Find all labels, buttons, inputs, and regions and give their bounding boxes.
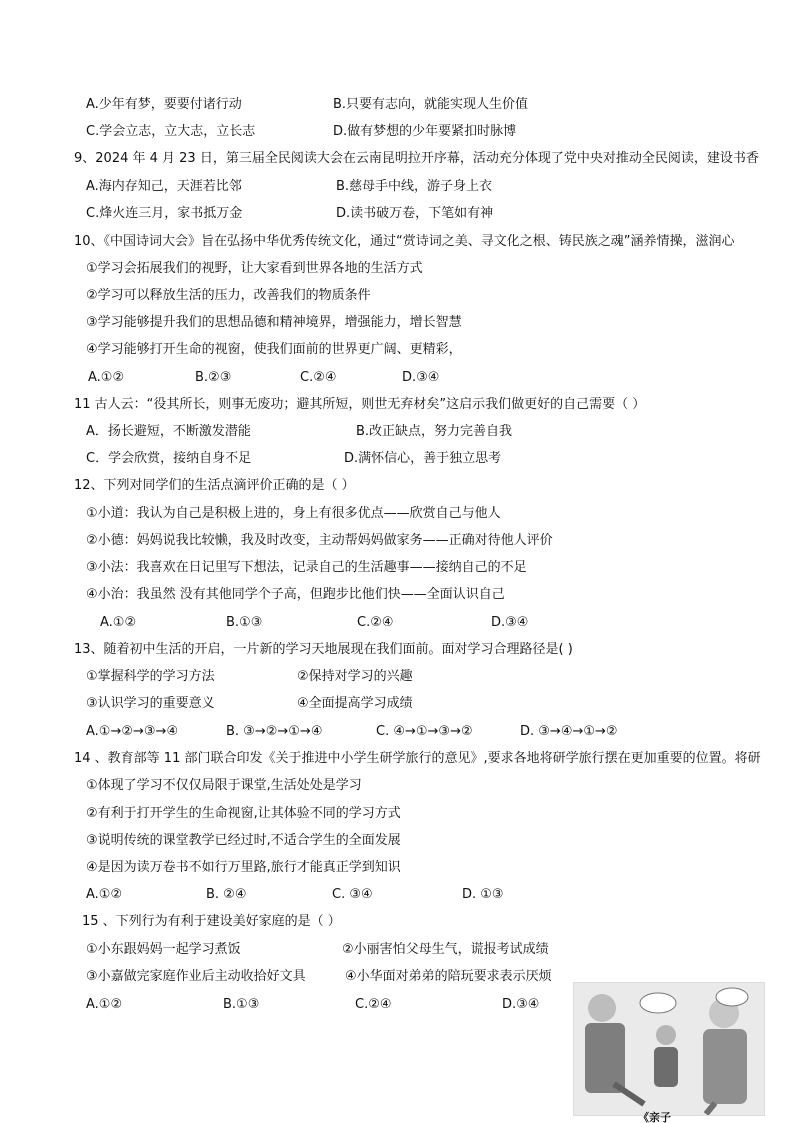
- q12-item-1: ①小道：我认为自己是积极上进的，身上有很多优点——欣赏自己与他人: [86, 506, 501, 521]
- q13-option-d[interactable]: D. ③→④→①→②: [520, 724, 618, 739]
- q13-item-1: ①掌握科学的学习方法: [86, 669, 215, 684]
- q12-item-2: ②小德：妈妈说我比较懒，我及时改变，主动帮妈妈做家务——正确对待他人评价: [86, 533, 553, 548]
- q15-option-b[interactable]: B.①③: [223, 997, 260, 1012]
- q10-stem: 10、《中国诗词大会》旨在弘扬中华优秀传统文化，通过“赏诗词之美、寻文化之根、铸民族之魂”涵养情操，滋润心: [74, 234, 735, 249]
- family-illustration-svg: [574, 983, 764, 1115]
- q11-option-a[interactable]: A．扬长避短，不断激发潜能: [86, 424, 251, 439]
- q14-item-2: ②有利于打开学生的生命视窗,让其体验不同的学习方式: [86, 806, 401, 821]
- q10-option-b[interactable]: B.②③: [195, 370, 232, 385]
- q10-option-d[interactable]: D.③④: [402, 370, 440, 385]
- q15-item-1: ①小东跟妈妈一起学习煮饭: [86, 942, 241, 957]
- illustration-caption: 《亲子: [638, 1111, 671, 1123]
- q12-option-d[interactable]: D.③④: [491, 615, 529, 630]
- q13-option-a[interactable]: A.①→②→③→④: [86, 724, 179, 739]
- q15-stem: 15 、下列行为有利于建设美好家庭的是（ ）: [82, 914, 341, 929]
- q9-stem: 9、2024 年 4 月 23 日，第三届全民阅读大会在云南昆明拉开序幕，活动充分体现了党中央对推动全民阅读，建设书香: [74, 151, 759, 166]
- dad-body-shape: [585, 1023, 625, 1093]
- child-head-shape: [656, 1025, 676, 1045]
- q11-option-d[interactable]: D.满怀信心，善于独立思考: [344, 451, 502, 466]
- q9-option-a[interactable]: A.海内存知己，天涯若比邻: [86, 179, 242, 194]
- q14-option-a[interactable]: A.①②: [86, 887, 123, 902]
- q12-option-b[interactable]: B.①③: [226, 615, 263, 630]
- q8-option-a[interactable]: A.少年有梦，要要付诸行动: [86, 97, 242, 112]
- dad-head-shape: [588, 994, 616, 1022]
- q8-option-d[interactable]: D.做有梦想的少年要紧扣时脉博: [333, 124, 517, 139]
- q11-stem: 11 古人云：“役其所长，则事无废功；避其所短，则世无弃材矣”这启示我们做更好的自己需要（ ）: [74, 397, 646, 412]
- family-illustration: [573, 982, 765, 1116]
- speech-bubble-right: [716, 988, 748, 1006]
- q11-option-b[interactable]: B.改正缺点，努力完善自我: [356, 424, 513, 439]
- q14-option-c[interactable]: C. ③④: [332, 887, 373, 902]
- q15-item-2: ②小丽害怕父母生气，谎报考试成绩: [342, 942, 549, 957]
- q14-stem: 14 、教育部等 11 部门联合印发《关于推进中小学生研学旅行的意见》,要求各地将研学旅行摆在更加重要的位置。将研: [74, 751, 761, 766]
- q14-option-d[interactable]: D. ①③: [462, 887, 504, 902]
- q12-item-4: ④小治：我虽然 没有其他同学个子高，但跑步比他们快——全面认识自己: [86, 587, 505, 602]
- q10-item-1: ①学习会拓展我们的视野，让大家看到世界各地的生活方式: [86, 261, 423, 276]
- q14-item-4: ④是因为读万卷书不如行万里路,旅行才能真正学到知识: [86, 860, 401, 875]
- q10-option-a[interactable]: A.①②: [88, 370, 125, 385]
- q13-stem: 13、随着初中生活的开启，一片新的学习天地展现在我们面前。面对学习合理路径是( ): [74, 642, 573, 657]
- q10-item-2: ②学习可以释放生活的压力，改善我们的物质条件: [86, 288, 371, 303]
- q15-option-a[interactable]: A.①②: [86, 997, 123, 1012]
- speech-bubble-left: [640, 993, 676, 1013]
- q12-stem: 12、下列对同学们的生活点滴评价正确的是（ ）: [74, 478, 355, 493]
- q13-option-b[interactable]: B. ③→②→①→④: [226, 724, 323, 739]
- q14-option-b[interactable]: B. ②④: [206, 887, 247, 902]
- q13-option-c[interactable]: C. ④→①→③→②: [376, 724, 473, 739]
- q12-option-a[interactable]: A.①②: [100, 615, 137, 630]
- q15-item-4: ④小华面对弟弟的陪玩要求表示厌烦: [345, 969, 552, 984]
- child-body-shape: [654, 1047, 678, 1087]
- q15-item-3: ③小嘉做完家庭作业后主动收拾好文具: [86, 969, 306, 984]
- q9-option-d[interactable]: D.读书破万卷，下笔如有神: [336, 206, 494, 221]
- q12-option-c[interactable]: C.②④: [357, 615, 394, 630]
- q10-option-c[interactable]: C.②④: [300, 370, 337, 385]
- q9-option-c[interactable]: C.烽火连三月，家书抵万金: [86, 206, 243, 221]
- q13-item-3: ③认识学习的重要意义: [86, 696, 215, 711]
- q10-item-4: ④学习能够打开生命的视窗，使我们面前的世界更广阔、更精彩，: [86, 342, 462, 357]
- q15-option-c[interactable]: C.②④: [355, 997, 392, 1012]
- q14-item-1: ①体现了学习不仅仅局限于课堂,生活处处是学习: [86, 778, 362, 793]
- q8-option-c[interactable]: C.学会立志，立大志，立长志: [86, 124, 256, 139]
- q10-item-3: ③学习能够提升我们的思想品德和精神境界，增强能力，增长智慧: [86, 315, 462, 330]
- mom-body-shape: [703, 1029, 747, 1104]
- q13-item-4: ④全面提高学习成绩: [297, 696, 413, 711]
- q12-item-3: ③小法：我喜欢在日记里写下想法，记录自己的生活趣事——接纳自己的不足: [86, 560, 527, 575]
- q11-option-c[interactable]: C．学会欣赏，接纳自身不足: [86, 451, 252, 466]
- q13-item-2: ②保持对学习的兴趣: [297, 669, 413, 684]
- q15-option-d[interactable]: D.③④: [502, 997, 540, 1012]
- q9-option-b[interactable]: B.慈母手中线，游子身上衣: [336, 179, 493, 194]
- q8-option-b[interactable]: B.只要有志向，就能实现人生价值: [333, 97, 529, 112]
- q14-item-3: ③说明传统的课堂教学已经过时,不适合学生的全面发展: [86, 833, 401, 848]
